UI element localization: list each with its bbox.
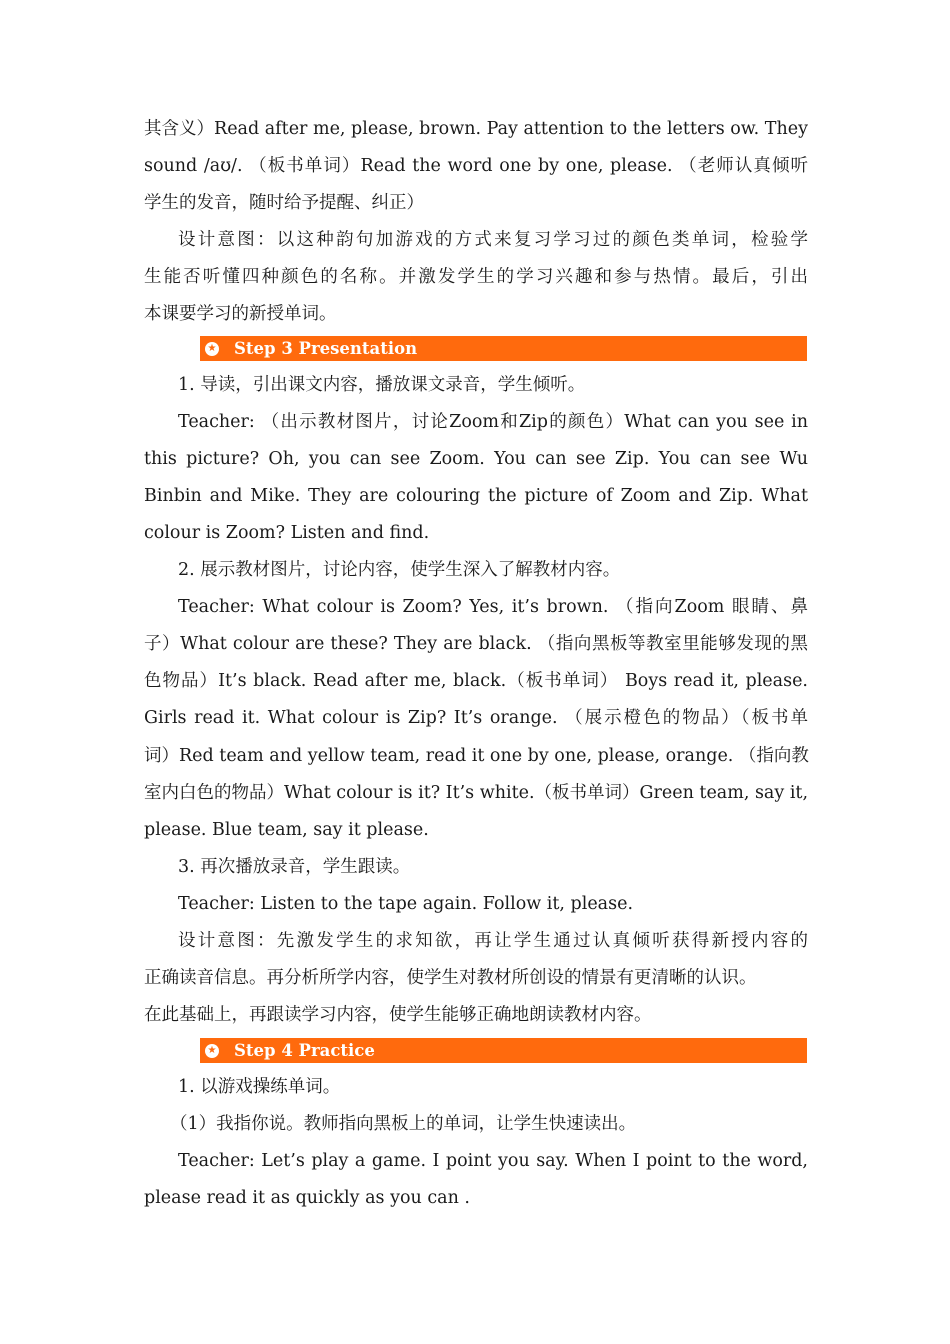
- step4-banner: [200, 1038, 807, 1063]
- paragraph-line: colour is Zoom? Listen and find.: [144, 523, 430, 543]
- paragraph-line: 生能否听懂四种颜色的名称。并激发学生的学习兴趣和参与热情。最后，引出: [144, 267, 808, 287]
- paragraph-line: 在此基础上，再跟读学习内容，使学生能够正确地朗读教材内容。: [144, 1005, 652, 1025]
- paragraph-line: please. Blue team, say it please.: [144, 820, 429, 840]
- step4-label: Step 4 Practice: [234, 1041, 375, 1060]
- paragraph-line: Teacher: （出示教材图片，讨论Zoom和Zip的颜色）What can you see in: [178, 412, 808, 432]
- step3-label: Step 3 Presentation: [234, 339, 418, 358]
- star-circle-icon: ★: [205, 342, 219, 356]
- paragraph-line: Teacher: Listen to the tape again. Follow it, please.: [178, 894, 634, 914]
- paragraph-line: 子）What colour are these? They are black. （指向黑板等教室里能够发现的黑: [144, 634, 808, 654]
- paragraph-line: Teacher: What colour is Zoom? Yes, it’s brown. （指向Zoom 眼睛、鼻: [178, 597, 808, 617]
- paragraph-line: Girls read it. What colour is Zip? It’s orange. （展示橙色的物品）（板书单: [144, 708, 808, 728]
- paragraph-line: 本课要学习的新授单词。: [144, 304, 337, 324]
- paragraph-line: Teacher: Let’s play a game. I point you say. When I point to the word,: [178, 1151, 808, 1171]
- paragraph-line: 设计意图：以这种韵句加游戏的方式来复习学习过的颜色类单词，检验学: [178, 230, 808, 250]
- paragraph-line: 学生的发音，随时给予提醒、纠正）: [144, 193, 424, 213]
- step3-banner: [200, 336, 807, 361]
- paragraph-line: 室内白色的物品）What colour is it? It’s white.（板书单词）Green team, say it,: [144, 783, 809, 803]
- paragraph-line: Binbin and Mike. They are colouring the picture of Zoom and Zip. What: [144, 486, 808, 506]
- paragraph-line: please read it as quickly as you can .: [144, 1188, 470, 1208]
- paragraph-line: 1. 导读，引出课文内容，播放课文录音，学生倾听。: [178, 375, 586, 395]
- paragraph-line: 2. 展示教材图片，讨论内容，使学生深入了解教材内容。: [178, 560, 621, 580]
- star-circle-icon: ★: [205, 1044, 219, 1058]
- paragraph-line: 3. 再次播放录音，学生跟读。: [178, 857, 411, 877]
- paragraph-line: 词）Red team and yellow team, read it one by one, please, orange. （指向教: [144, 746, 809, 766]
- paragraph-line: 色物品）It’s black. Read after me, black.（板书单词） Boys read it, please.: [144, 671, 808, 691]
- paragraph-line: 其含义）Read after me, please, brown. Pay attention to the letters ow. They: [144, 119, 808, 139]
- paragraph-line: sound /aʊ/. （板书单词）Read the word one by one, please. （老师认真倾听: [144, 156, 808, 176]
- paragraph-line: 1. 以游戏操练单词。: [178, 1077, 341, 1097]
- paragraph-line: this picture? Oh, you can see Zoom. You can see Zip. You can see Wu: [144, 449, 808, 469]
- paragraph-line: 正确读音信息。再分析所学内容，使学生对教材所创设的情景有更清晰的认识。: [144, 968, 757, 988]
- paragraph-line: （1）我指你说。教师指向黑板上的单词，让学生快速读出。: [170, 1114, 637, 1134]
- paragraph-line: 设计意图：先激发学生的求知欲，再让学生通过认真倾听获得新授内容的: [178, 931, 808, 951]
